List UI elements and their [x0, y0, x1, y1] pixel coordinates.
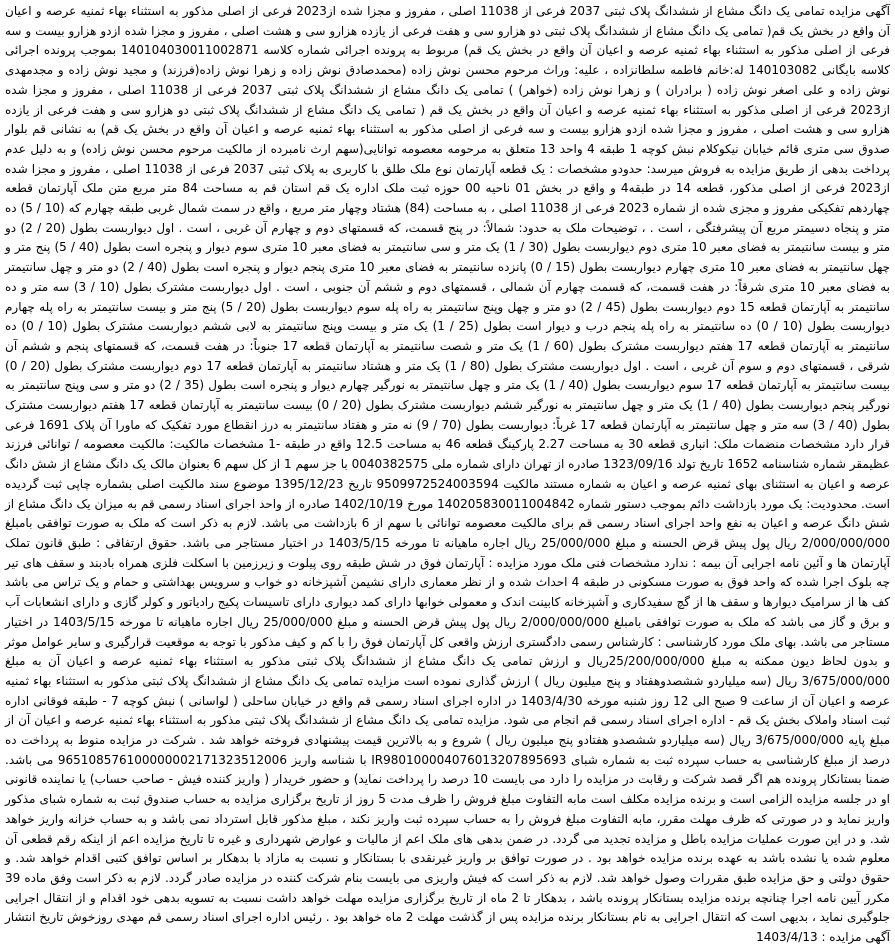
notice-body-text: آگهی مزایده تمامی یک دانگ مشاع از ششدانگ پلاک ثبتی 2037 فرعی از 11038 اصلی ، مفروز و مجزا شده از2023 فرعی از اصلی مذکور به استثناء بهاء ثمنیه عرصه و اعیان آن واقع در بخش یک قم( تمامی یک دانگ مشاع از ششدانگ پلاک ثبتی دو هزارو سی و هفت فرعی از یازده هزارو سی و هشت اصلی ، مفروز و مجزا شده ازدو هزارو بیست و سه فرعی از اصلی مذکور به استثناء بهاء ثمنیه عرصه و اعیان آن واقع در بخش یک قم) مربوط به پرونده اجرائی شماره کلاسه 140104030011002871 بموجب پرونده اجرائی کلاسه بایگانی 140103082 له:خانم فاطمه سلطانزاده ، علیه: وراث مرحوم محسن نوش زاده (محمدصادق نوش زاده و زهرا نوش زاده(فرزند) و مجید نوش زاده و مجدمهدی نوش زاده و علی اصغر نوش زاده ( برادران ) و زهرا نوش زاده (خواهر) ) تمامی یک دانگ مشاع از ششدانگ پلاک ثبتی 2037 فرعی از 11038 اصلی ، مفروز و مجزا شده از2023 فرعی از اصلی مذکور به استثناء بهاء ثمنیه عرصه و اعیان آن واقع در بخش یک قم ( تمامی یک دانگ مشاع از ششدانگ پلاک ثبتی دو هزارو سی و هفت فرعی از یازده هزارو سی و هشت اصلی ، مفروز و مجزا شده ازدو هزارو بیست و سه فرعی از اصلی مذکور به استثناء بهاء ثمنیه عرصه و اعیان آن واقع در بخش یک قم) به نشانی قم بلوار صدوق سی متری قائم خیابان نیکوکلام نبش کوچه 1 طبقه 4 واحد 13 متعلق به مرحومه معصومه توانایی(سهم ارث نامبرده از مالکیت مرحوم محسن نوش زاده) و به دلیل عدم پرداخت بدهی از طریق مزایده به فروش میرسد: حدودو مشخصات : یک قطعه آپارتمان نوع ملک طلق با کاربری به پلاک ثبتی 2037 فرعی از 11038 اصلی ، مفروز و مجزا شده از2023 فرعی از اصلی مذکور، قطعه 14 در طبقه4 و واقع در بخش 01 ناحیه 00 حوزه ثبت ملک اداره یک قم استان قم به مساحت 84 متر مربع متن ملک آپارتمان قطعه چهاردهم تفکیکی مفروز و مجزی شده از شماره 2023 فرعی از 11038 اصلی ، به مساحت (84) هشتاد وچهار متر مربع ، واقع در سمت شمال غربی طبقه چهارم که (10 / 5) ده متر و پنجاه دسیمتر مربع آن پیشرفتگی ، است . ، توضیحات ملک به حدود: شمالاً: در پنج قسمت، که قسمتهای دوم و چهارم آن غربی ، است . اول دیواربست بطول (20 / 2) دو متر و بیست سانتیمتر به فضای معبر 10 متری دوم دیواربست بطول (30 / 1) یک متر و سی سانتیمتر به فضای معبر 10 متری سوم دیوار و پنجره است بطول (40 / 5) پنج متر و چهل سانتیمتر به فضای معبر 10 متری چهارم دیواربست بطول (15 / 0) پانزده سانتیمتر به فضای معبر 10 متری پنجم دیوار و پنجره است بطول (40 / 2) دو متر و چهل سانتیمتر به فضای معبر 10 متری شرقاً: در هفت قسمت، که قسمت چهارم آن شمالی ، قسمتهای دوم و ششم آن جنوبی ، است . اول دیواربست مشترک بطول (10 / 3) سه متر و ده سانتیمتر به آپارتمان قطعه 15 دوم دیواربست بطول (45 / 2) دو متر و چهل وپنج سانتیمتر به راه پله سوم دیواربست بطول (20 / 5) پنج متر و بیست سانتیمتر به راه پله چهارم دیواربست بطول (10 / 0) ده سانتیمتر به راه پله پنجم درب و دیوار است بطول (25 / 1) یک متر و بیست وپنج سانتیمتر به لابی ششم دیواربست مشترک بطول (10 / 0) ده سانتیمتر به آپارتمان قطعه 17 هفتم دیواربست مشترک بطول (60 / 1) یک متر و شصت سانتیمتر به آپارتمان قطعه 17 جنوباً: در هفت قسمت، که قسمتهای پنجم و ششم آن شرقی ، قسمتهای دوم و سوم آن غربی ، است . اول دیواربست مشترک بطول (80 / 1) یک متر و هشتاد سانتیمتر به آپارتمان قطعه 17 دوم دیواربست مشترک بطول (20 / 0) بیست سانتیمتر به آپارتمان قطعه 17 سوم دیواربست بطول (40 / 1) یک متر و چهل سانتیمتر به نورگیر چهارم دیوار و پنجره است بطول (35 / 2) دو متر و سی وپنج سانتیمتر به نورگیر پنجم دیواربست بطول (40 / 1) یک متر و چهل سانتیمتر به نورگیر ششم دیواربست مشترک بطول (20 / 0) بیست سانتیمتر به آپارتمان قطعه 17 هفتم دیواربست مشترک بطول (40 / 3) سه متر و چهل سانتیمتر به آپارتمان قطعه 17 غرباً: دیواربست بطول (70 / 9) نه متر و هفتاد سانتیمتر به درز انقطاع مورد تفکیک که ماورا آن پلاک 1691 فرعی قرار دارد مشخصات منضمات ملک: انباری قطعه 30 به مساحت 2.27 پارکینگ قطعه 46 به مساحت 12.5 واقع در طبقه -1 مشخصات مالکیت: مالکیت معصومه / توانائی فرزند عظیمقر شماره شناسنامه 1652 تاریخ تولد 1323/09/16 صادره از تهران دارای شماره ملی 0040382575 با جز سهم 1 از کل سهم 6 بعنوان مالک یک دانگ مشاع از شش دانگ عرصه و اعیان به استثنای بهای ثمنیه عرصه و اعیان به شماره مستند مالکیت 9509972524003594 تاریخ 1395/12/23 موضوع سند مالکیت اصلی بشماره چاپی ثبت گردیده است. محدودیت: یک مورد بازداشت دائم بموجب دستور شماره 140205830011004842 مورخ 1402/10/19 صادره از واحد اجرای اسناد رسمی قم به میزان یک دانگ مشاع از شش دانگ عرصه و اعیان به نفع واحد اجرای اسناد رسمی قم برای مالکیت معصومه توانائی با سهم از 6 بازداشت می باشد. لازم به ذکر است که ملک به صورت توافقی بامبلغ 2/000/000/000 ریال پول پیش قرض الحسنه و مبلغ 25/000/000 ریال اجاره ماهیانه تا مورخه 1403/5/15 در اختیار مستاجر می باشد. حقوق ارتفاقی : طبق قانون تملک آپارتمان ها و آئین نامه اجرایی آن بیمه : ندارد مشخصات فنی ملک مورد مزایده : آپارتمان فوق در شش طبقه روی پیلوت و زیرزمین با اسکلت فلزی همراه بادبند و سقف های تیر چه بلوک اجرا شده که واحد فوق به صورت مسکونی در طبقه 4 احداث شده و از نظر معماری دارای نشیمن آشپزخانه دو خواب و سرویس بهداشتی و حمام و یک تراس می باشد کف ها از سرامیک دیوارها و سقف ها از گچ سفیدکاری و آشپزخانه کابینت اندک و معمولی خوابها دارای کمد دیواری دارای تاسیسات پکیج رادیاتور و کولر گازی و دارای انشعابات آب و برق و گاز می باشد که ملک به صورت توافقی بامبلغ 2/000/000/000 ریال پول پیش قرض الحسنه و مبلغ 25/000/000 ریال اجاره ماهیانه تا مورخه 1403/5/15 در اختیار مستاجر می باشد. بهای ملک مورد کارشناسی : کارشناس رسمی دادگستری ارزش واقعی کل آپارتمان فوق را با کم و کیف مذکور با توجه به موقعیت قرارگیری و سایر عوامل موثر و بدون لحاظ دیون ممکنه به مبلغ 25/200/000/000ریال و ارزش تمامی یک دانگ مشاع از ششدانگ پلاک ثبتی مذکور به استثناء بهاء ثمنیه عرصه و اعیان آن به مبلغ 3/675/000/000 ریال (سه میلیاردو ششصدوهفتاد و پنج میلیون ریال ) ارزش گذاری نموده است مزایده تمامی یک دانگ مشاع از ششدانگ پلاک ثبتی مذکور به استثناء بهاء ثمنیه عرصه و اعیان آن از ساعت 9 صبح الی 12 روز شنبه مورخه 1403/4/30 در اداره اجرای اسناد رسمی قم واقع در خیابان ساحلی ( لواسانی ) نبش کوچه 7 - طبقه فوقانی اداره ثبت اسناد واملاک بخش یک قم - اداره اجرای اسناد رسمی قم انجام می شود. مزایده تمامی یک دانگ مشاع از ششدانگ پلاک ثبتی مذکور به استثناء بهاء ثمنیه عرصه و اعیان آن از مبلغ پایه 3/675/000/000 ریال (سه میلیاردو ششصدو هفتادو پنج میلیون ریال ) شروع و به بالاترین قیمت پیشنهادی فروخته خواهد شد . شرکت در مزایده منوط به پرداخت ده درصد از مبلغ کارشناسی به حساب سپرده ثبت به شماره شبای IR980100004076013207895693 با شناسه واریز 965108576100000002171323512006 می باشد. ضمنا بستانکار پرونده هم اگر قصد شرکت و رقابت در مزایده را دارد می بایست 10 درصد را پرداخت نماید) و حضور خریدار ( واریز کننده فیش - صاحب حساب) یا نماینده قانونی او در جلسه مزایده الزامی است و برنده مزایده مکلف است مابه التفاوت مبلغ فروش را ظرف مدت 5 روز از تاریخ برگزاری مزایده به حساب صندوق ثبت به شماره شبای مذکور واریز نماید و در صورتی که ظرف مهلت مقرر، مابه التفاوت مبلغ فروش را به حساب سپرده ثبت واریز نکند ، مبلغ مذکور قابل استرداد نمی باشد و به حساب خزانه واریز خواهد شد. و در این صورت عملیات مزایده باطل و مزایده تجدید می گردد. در ضمن بدهی های ملک اعم از مالیات و عوارض شهرداری و غیره تا تاریخ مزایده اعم از اینکه رقم قطعی آن معلوم شده یا نشده باشد به عهده برنده مزایده خواهد بود . در صورت توافق بر واریز غیرنقدی با بستانکار و نسبت به مازاد با بدهکار بر اساس توافق کتبی اقدام خواهد شد. و حقوق دولتی و حق مزایده طبق مقررات وصول خواهد شد. لازم به ذکر است که فیش واریزی می بایست بنام شرکت کننده در مزایده صادر گردد. لازم به ذکر است وفق ماده 39 مکرر آیین نامه اجرا چنانچه برنده مزایده بستانکار پرونده باشد ، بدهکار تا 2 ماه از تاریخ برگزاری مزایده مهلت خواهد داشت نسبت به تسویه بدهی خود اقدام و از انتقال اجرایی جلوگیری نماید ، بدیهی است که انتقال اجرایی به نام بستانکار برنده مزایده پس از گذشت مهلت 2 ماه خواهد بود . رئیس اداره اجرای اسناد رسمی قم مهدی روزخوش تاریخ انتشار آگهی مزایده : 1403/4/13 — [5, 4, 891, 945]
